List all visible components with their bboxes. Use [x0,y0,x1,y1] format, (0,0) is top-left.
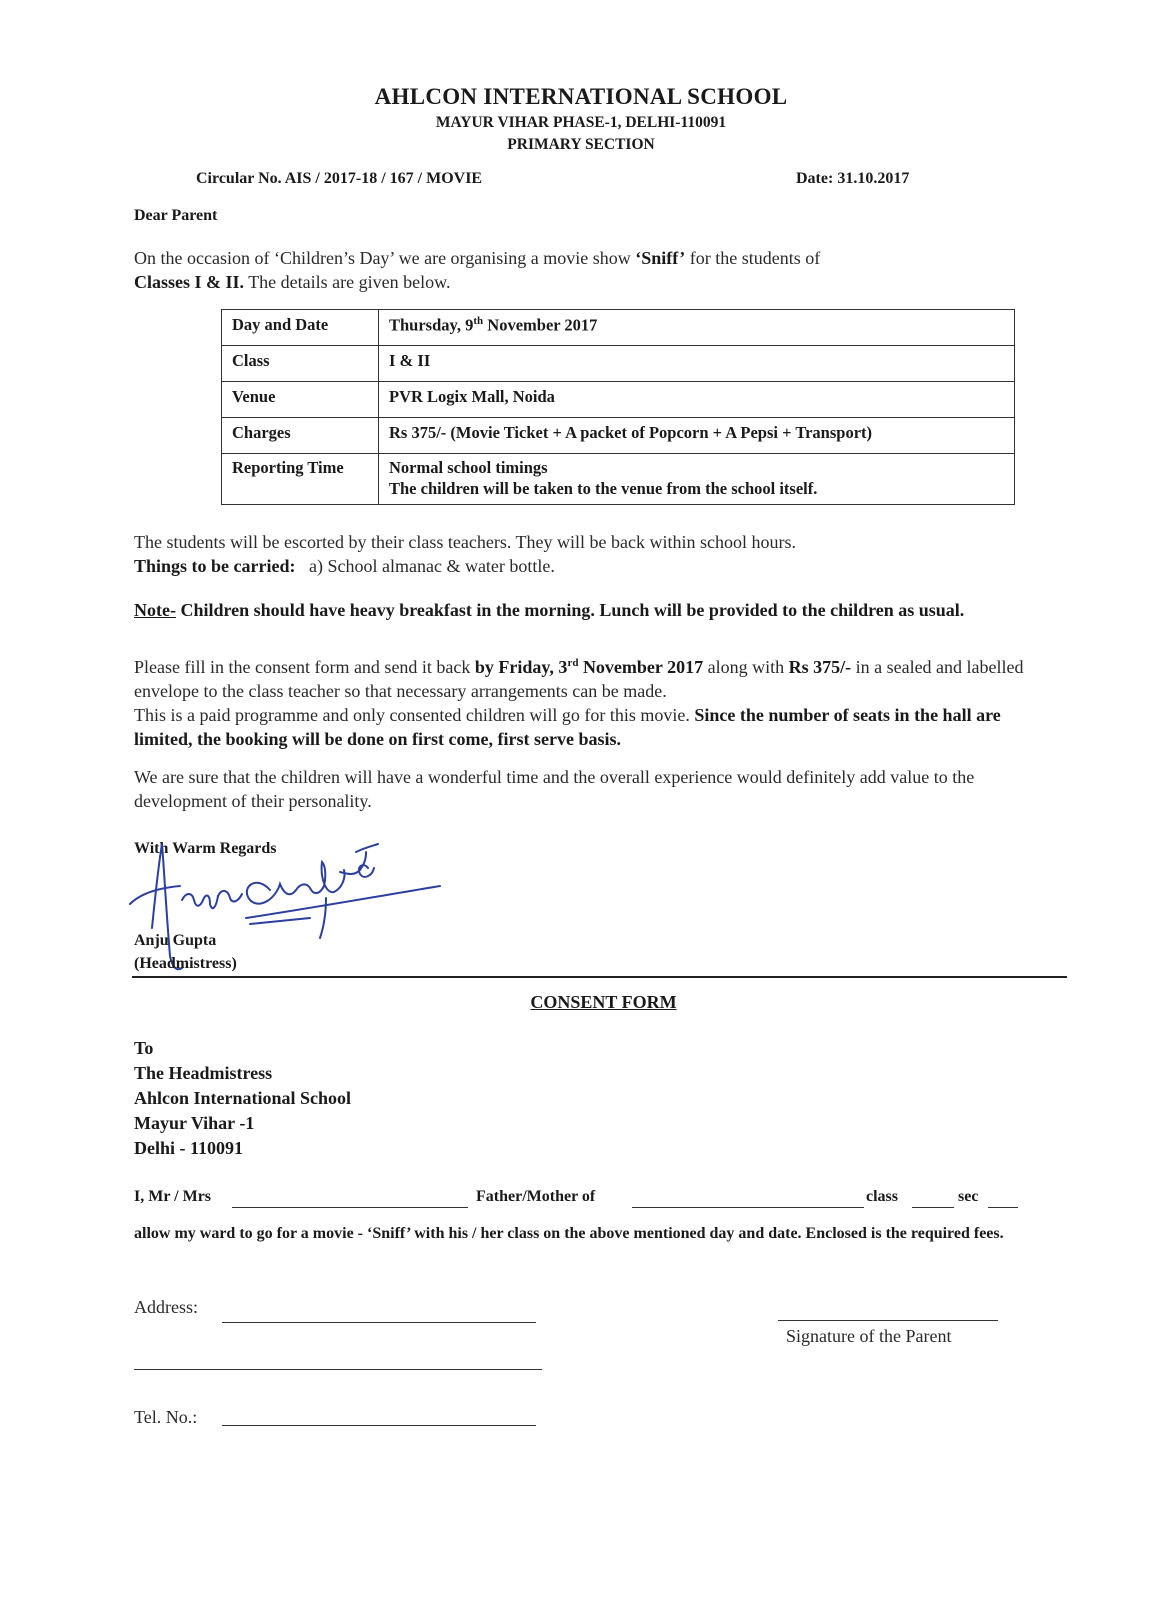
tel-label: Tel. No.: [134,1407,198,1427]
school-address: MAYUR VIHAR PHASE-1, DELHI-110091 [435,114,727,131]
class-label: class [866,1188,898,1205]
address-field-line-2[interactable] [134,1369,542,1370]
row-value: PVR Logix Mall, Noida [379,382,1015,418]
details-table [221,309,1015,505]
row-label: Venue [222,382,379,418]
row-value: Normal school timings The children will be taken to the venue from the school itself. [379,454,1015,505]
address-field[interactable] [222,1322,536,1323]
row-value: I & II [379,346,1015,382]
row-label: Charges [222,418,379,454]
row-label: Day and Date [222,310,379,346]
consent-form-title: CONSENT FORM [530,992,677,1012]
table-row [222,310,1015,346]
circular-date: Date: 31.10.2017 [796,170,910,187]
table-row [222,382,1015,418]
escort-paragraph: The students will be escorted by their class teachers. They will be back within school hours. Things to be carried: a) School almanac & water bottle. [134,532,797,576]
addressee-line: The Headmistress [134,1063,273,1083]
parent-name-field[interactable] [232,1207,468,1208]
table-row [222,346,1015,382]
addressee-line: Ahlcon International School [134,1088,352,1108]
consent-instructions: Please fill in the consent form and send it back by Friday, 3rd November 2017 along with Rs 375/- in a sealed and labelled envelope to the class teacher so that necessary arrangements can be made. This is a paid programme and only consented children will go for this movie. Since the number of seats in the hall are limited, the booking will be done on first come, first serve basis. [134,657,1024,749]
parent-signature-label: Signature of the Parent [786,1326,952,1346]
row-label: Reporting Time [222,454,379,505]
signatory-name: Anju Gupta [134,932,217,949]
circular-number: Circular No. AIS / 2017-18 / 167 / MOVIE [196,170,483,187]
table-row [222,418,1015,454]
address-label: Address: [134,1297,198,1317]
parent-label: I, Mr / Mrs [134,1188,212,1205]
child-label: Father/Mother of [476,1188,596,1205]
regards: With Warm Regards [134,840,277,857]
section-field[interactable] [988,1207,1018,1208]
row-value: Thursday, 9th November 2017 [379,310,1015,346]
signatory-title: (Headmistress) [134,955,237,972]
table-row [222,454,1015,505]
tel-field[interactable] [222,1425,536,1426]
closing-paragraph: We are sure that the children will have a wonderful time and the overall experience would definitely add value to the development of their personality. [134,767,975,811]
school-name: AHLCON INTERNATIONAL SCHOOL [374,84,788,109]
row-value: Rs 375/- (Movie Ticket + A packet of Popcorn + A Pepsi + Transport) [379,418,1015,454]
child-name-field[interactable] [632,1207,864,1208]
note-paragraph: Note- Children should have heavy breakfast in the morning. Lunch will be provided to the children as usual. [134,600,965,620]
addressee-line: Mayur Vihar -1 [134,1113,255,1133]
intro-paragraph: On the occasion of ‘Children’s Day’ we are organising a movie show ‘Sniff’ for the students of Classes I & II. The details are given below. [134,248,821,292]
consent-to: To [134,1038,154,1058]
row-label: Class [222,346,379,382]
class-field[interactable] [912,1207,954,1208]
school-section: PRIMARY SECTION [507,136,655,153]
salutation: Dear Parent [134,207,218,224]
section-label: sec [958,1188,979,1205]
addressee-line: Delhi - 110091 [134,1138,244,1158]
parent-signature-field[interactable] [778,1320,998,1321]
consent-statement: allow my ward to go for a movie - ‘Sniff’ with his / her class on the above mentioned day and date. Enclosed is the required fees. [134,1225,1004,1242]
section-divider [132,976,1067,978]
